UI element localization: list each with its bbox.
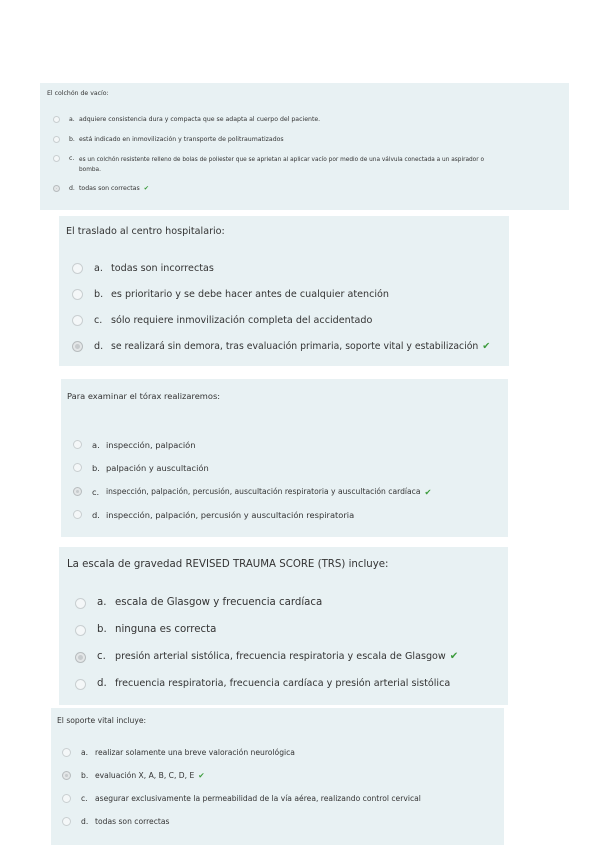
radio-button-selected[interactable]	[72, 341, 83, 352]
option-text: se realizará sin demora, tras evaluación primaria, soporte vital y estabilización	[111, 341, 479, 352]
correct-check-icon: ✔	[424, 487, 432, 497]
option-letter: a.	[81, 748, 89, 757]
question-card-2	[59, 216, 509, 366]
radio-button[interactable]	[72, 263, 83, 274]
option-text: escala de Glasgow y frecuencia cardíaca	[115, 597, 323, 608]
question-prompt: Para examinar el tórax realizaremos:	[67, 391, 221, 401]
radio-button[interactable]	[73, 510, 82, 519]
question-card-1	[40, 83, 569, 210]
correct-check-icon: ✔	[198, 771, 205, 780]
question-prompt: El colchón de vacío:	[47, 90, 109, 97]
option-letter: c.	[94, 315, 103, 326]
question-prompt: El traslado al centro hospitalario:	[66, 226, 225, 237]
option-letter: b.	[92, 463, 100, 473]
option-text: adquiere consistencia dura y compacta que se adapta al cuerpo del paciente.	[79, 116, 321, 123]
option-letter: a.	[94, 263, 103, 274]
option-letter: d.	[81, 817, 89, 826]
radio-button[interactable]	[73, 463, 82, 472]
option-text: inspección, palpación, percusión y auscultación respiratoria	[106, 510, 355, 520]
answer-option-a[interactable]	[73, 440, 196, 450]
option-letter: d.	[92, 510, 100, 520]
answer-option-c[interactable]	[62, 794, 421, 803]
answer-option-c[interactable]	[53, 155, 484, 175]
option-text: inspección, palpación, percusión, auscultación respiratoria y auscultación cardíaca	[106, 487, 421, 496]
correct-check-icon: ✔	[143, 185, 149, 192]
radio-button[interactable]	[72, 315, 83, 326]
option-text: es prioritario y se debe hacer antes de cualquier atención	[111, 289, 389, 300]
answer-option-d[interactable]	[72, 341, 490, 352]
radio-button[interactable]	[62, 794, 71, 803]
option-letter: b.	[97, 624, 107, 635]
answer-option-b[interactable]	[72, 289, 389, 300]
option-text: todas son correctas	[95, 817, 170, 826]
option-text: frecuencia respiratoria, frecuencia cardíaca y presión arterial sistólica	[115, 678, 451, 689]
correct-check-icon: ✔	[449, 651, 459, 662]
option-text: inspección, palpación	[106, 440, 196, 450]
answer-option-d[interactable]	[53, 185, 149, 192]
radio-button[interactable]	[75, 625, 86, 636]
option-text: está indicado en inmovilización y transporte de politraumatizados	[79, 136, 284, 143]
answer-option-a[interactable]	[72, 263, 214, 274]
option-text-line: es un colchón resistente relleno de bolas de poliester que se aprietan al aplicar vacío por medio de una válvula conectada a un aspirador o	[79, 157, 485, 163]
question-prompt: El soporte vital incluye:	[57, 716, 147, 725]
answer-option-d[interactable]	[73, 510, 354, 520]
option-text: sólo requiere inmovilización completa del accidentado	[111, 315, 373, 326]
answer-option-b[interactable]	[75, 624, 216, 636]
answer-option-c[interactable]	[75, 651, 458, 663]
option-letter: c.	[69, 155, 75, 162]
option-letter: a.	[97, 597, 107, 608]
option-letter: d.	[97, 678, 107, 689]
radio-button-selected[interactable]	[53, 185, 60, 192]
question-card-3	[61, 379, 508, 537]
option-text: todas son incorrectas	[111, 263, 214, 274]
option-text: evaluación X, A, B, C, D, E	[95, 771, 195, 780]
answer-option-b[interactable]	[73, 463, 209, 473]
answer-option-d[interactable]	[75, 678, 450, 690]
option-letter: a.	[92, 440, 100, 450]
question-card-4	[59, 547, 508, 705]
radio-button[interactable]	[73, 440, 82, 449]
option-text: presión arterial sistólica, frecuencia respiratoria y escala de Glasgow	[115, 651, 446, 662]
question-card-5	[51, 708, 504, 845]
answer-option-d[interactable]	[62, 817, 170, 826]
option-text: ninguna es correcta	[115, 624, 217, 635]
radio-button[interactable]	[72, 289, 83, 300]
question-prompt: La escala de gravedad REVISED TRAUMA SCORE (TRS) incluye:	[67, 559, 389, 570]
answer-option-a[interactable]	[53, 116, 320, 123]
answer-option-c[interactable]	[72, 315, 372, 326]
radio-button[interactable]	[75, 679, 86, 690]
option-text	[79, 155, 484, 175]
option-letter: c.	[92, 487, 100, 497]
option-letter: b.	[81, 771, 89, 780]
radio-button-selected[interactable]	[75, 652, 86, 663]
option-text-line: bomba.	[79, 167, 101, 173]
option-text: todas son correctas	[79, 185, 140, 192]
radio-button[interactable]	[53, 136, 60, 143]
answer-option-b[interactable]	[53, 136, 284, 143]
correct-check-icon: ✔	[482, 341, 491, 352]
option-letter: a.	[69, 116, 75, 123]
radio-button[interactable]	[75, 598, 86, 609]
radio-button-selected[interactable]	[73, 487, 82, 496]
answer-option-b[interactable]	[62, 771, 205, 780]
option-letter: b.	[69, 136, 75, 143]
option-text: realizar solamente una breve valoración neurológica	[95, 748, 295, 757]
option-letter: c.	[81, 794, 88, 803]
answer-option-a[interactable]	[75, 597, 322, 609]
radio-button[interactable]	[62, 748, 71, 757]
radio-button[interactable]	[62, 817, 71, 826]
option-letter: c.	[97, 651, 106, 662]
option-letter: d.	[69, 185, 75, 192]
option-text: palpación y auscultación	[106, 463, 209, 473]
answer-option-a[interactable]	[62, 748, 295, 757]
answer-option-c[interactable]	[73, 487, 431, 497]
option-letter: b.	[94, 289, 104, 300]
radio-button-selected[interactable]	[62, 771, 71, 780]
radio-button[interactable]	[53, 116, 60, 123]
option-letter: d.	[94, 341, 104, 352]
radio-button[interactable]	[53, 155, 60, 162]
option-text: asegurar exclusivamente la permeabilidad de la vía aérea, realizando control cervical	[95, 794, 421, 803]
